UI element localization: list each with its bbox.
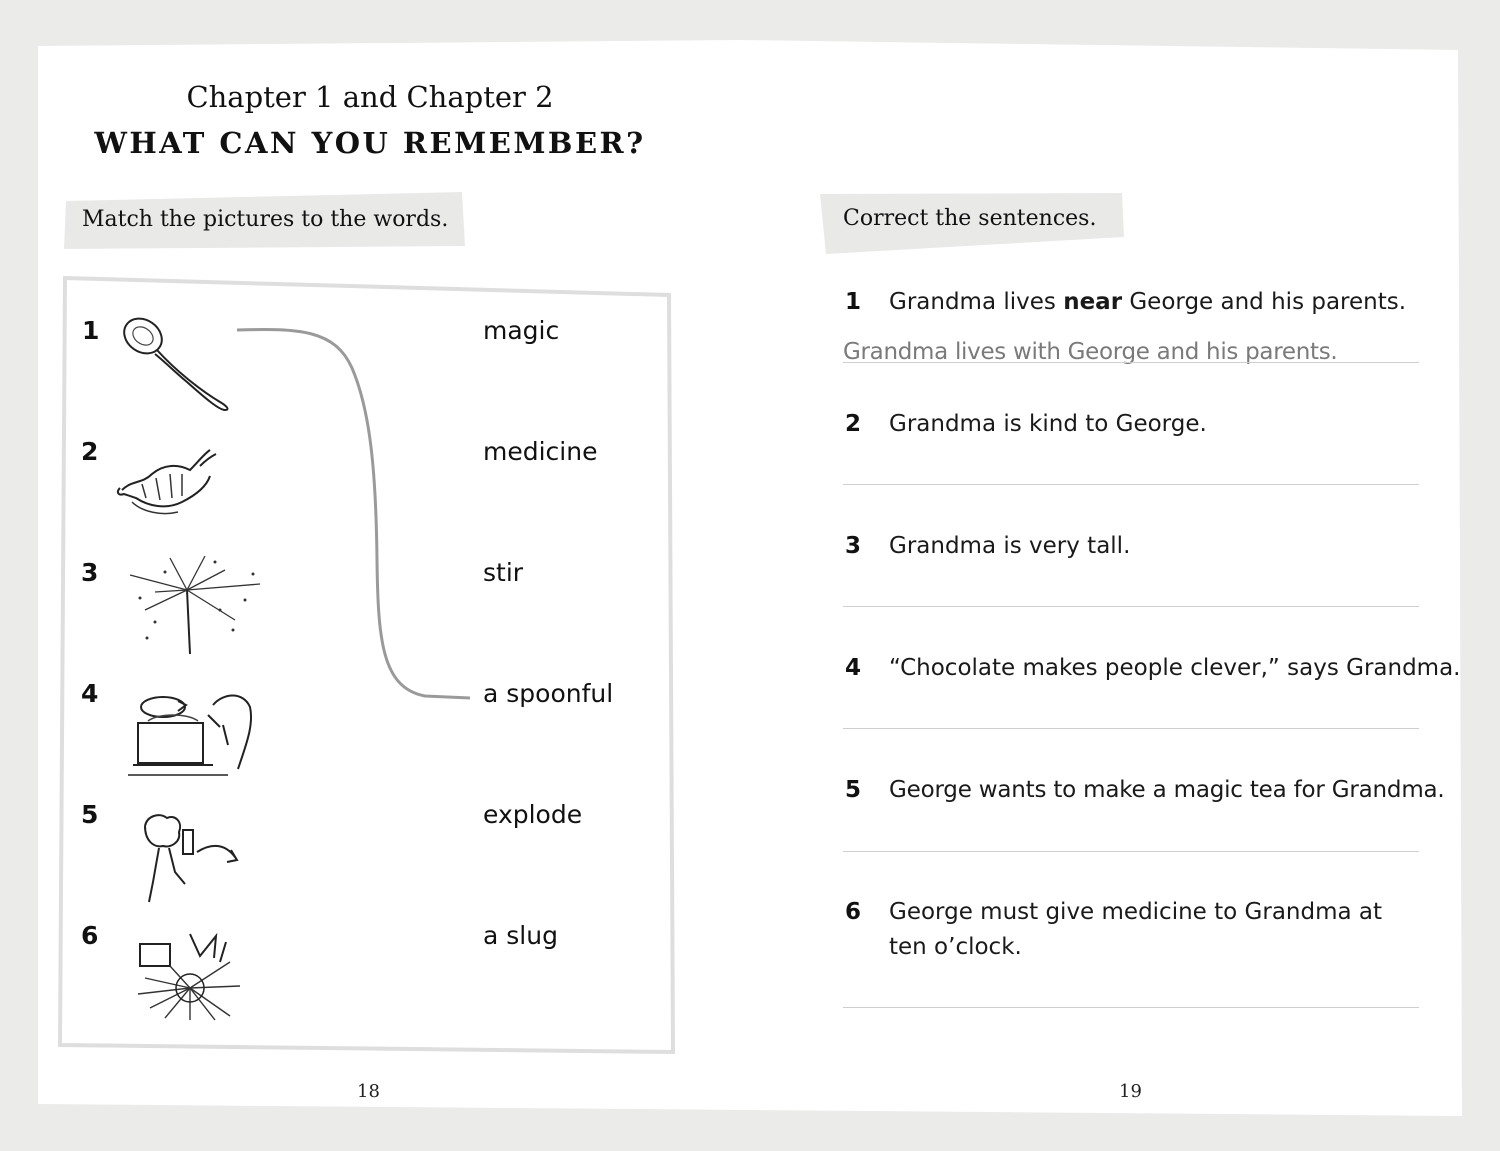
picture-number: 2: [81, 437, 99, 466]
answer-line[interactable]: [843, 484, 1419, 485]
sentence-number: 3: [845, 533, 862, 559]
sentence-number: 6: [845, 899, 862, 925]
sentence-number: 5: [845, 777, 862, 803]
picture-number: 1: [82, 316, 100, 345]
answer-line[interactable]: [843, 606, 1419, 607]
sentence-number: 1: [845, 289, 862, 315]
stirring-pot-icon[interactable]: [128, 685, 258, 785]
sentence-text: Grandma is very tall.: [889, 533, 1131, 559]
spoon-icon[interactable]: [115, 310, 240, 415]
sentence-number: 4: [845, 655, 862, 681]
match-word[interactable]: a slug: [483, 921, 558, 950]
slug-icon[interactable]: [112, 440, 222, 520]
left-instruction: Match the pictures to the words.: [82, 207, 449, 232]
answer-line[interactable]: [843, 362, 1419, 363]
sentence-text: George wants to make a magic tea for Grandma.: [889, 777, 1445, 803]
sentence-text: “Chocolate makes people clever,” says Grandma.: [889, 655, 1461, 681]
chapter-subtitle: Chapter 1 and Chapter 2: [186, 80, 554, 114]
answer-line[interactable]: [843, 728, 1419, 729]
sentence-text: Grandma lives near George and his parents.: [889, 289, 1407, 315]
answer-line[interactable]: [843, 1007, 1419, 1008]
page-number-left: 18: [357, 1081, 380, 1102]
match-word[interactable]: explode: [483, 800, 583, 829]
sentence-text: Grandma is kind to George.: [889, 411, 1207, 437]
sentence-text-line2: ten o’clock.: [889, 934, 1022, 960]
page-title: WHAT CAN YOU REMEMBER?: [94, 126, 646, 160]
match-word[interactable]: stir: [483, 558, 524, 587]
sparkler-icon[interactable]: [125, 550, 270, 658]
bold-word: near: [1063, 289, 1123, 315]
sentence-number: 2: [845, 411, 862, 437]
picture-number: 3: [81, 558, 99, 587]
answer-line[interactable]: [843, 851, 1419, 852]
match-word[interactable]: a spoonful: [483, 679, 614, 708]
match-word[interactable]: magic: [483, 316, 560, 345]
picture-number: 4: [81, 679, 99, 708]
sentence-text: George must give medicine to Grandma at: [889, 899, 1383, 925]
medicine-boy-icon[interactable]: [135, 812, 245, 907]
picture-number: 5: [81, 800, 99, 829]
answer-text[interactable]: Grandma lives with George and his parents.: [843, 339, 1338, 365]
right-instruction: Correct the sentences.: [843, 206, 1097, 231]
explosion-icon[interactable]: [130, 928, 255, 1023]
picture-number: 6: [81, 921, 99, 950]
page-number-right: 19: [1119, 1081, 1142, 1102]
match-word[interactable]: medicine: [483, 437, 598, 466]
